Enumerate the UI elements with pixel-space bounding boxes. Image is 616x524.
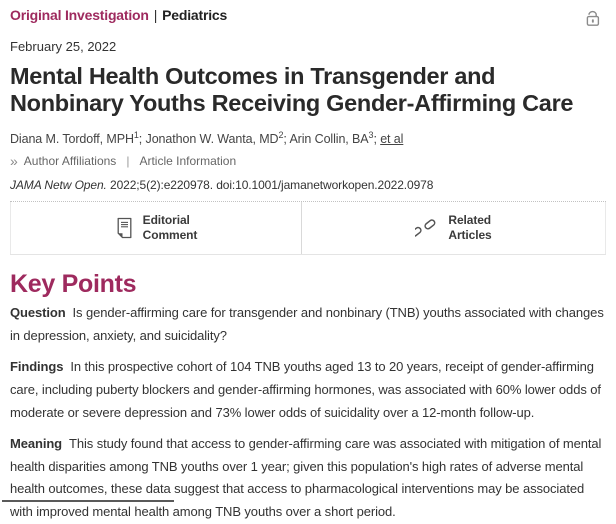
meta-links-separator: | [126, 154, 130, 169]
article-type-line [10, 7, 227, 23]
article-information-link[interactable]: Article Information [139, 154, 237, 169]
category-link[interactable]: Original Investigation [10, 7, 149, 23]
author-name: Jonathon W. Wanta, $MD^2$; [145, 129, 290, 147]
lock-open-icon [585, 8, 600, 27]
double-chevron-icon: » [10, 153, 18, 170]
article-title: Mental Health Outcomes in Transgender and Nonbinary Youths Receiving Gender-Affirming Care [10, 63, 574, 117]
journal-name: JAMA Netw Open. [10, 178, 107, 193]
key-points-meaning: Meaning This study found that access to gender-affirming care was associated with mitigation of mental health disparities among TNB youths over 1 year; given this population's high rates of adverse mental health outcomes, these data suggest that access to pharmacological interventions may be associated with improved mental health among TNB youths over a short period. [10, 436, 602, 519]
publish-date: February 25, 2022 [10, 39, 117, 54]
author-affiliations-link[interactable]: Author Affiliations [23, 154, 117, 169]
et-al-link[interactable]: et al [380, 132, 404, 147]
subcategory-link[interactable]: Pediatrics [162, 7, 228, 23]
related-content-toolbar [10, 201, 606, 255]
meta-links-row [10, 154, 606, 168]
document-icon [115, 217, 134, 239]
category-row [10, 7, 606, 27]
citation-details: 2022;5(2):e220978. doi:10.1001/jamanetworkopen.2022.0978 [106, 178, 434, 193]
citation-line [10, 178, 606, 192]
key-points-section [10, 270, 606, 523]
editorial-comment-label: Editorial Comment [142, 212, 198, 243]
related-articles-label: Related Articles [448, 212, 492, 243]
author-name: Diana M. Tordoff, MPH$^1$; [10, 129, 146, 147]
authors-line [10, 130, 606, 146]
key-points-findings: Findings In this prospective cohort of 104 TNB youths aged 13 to 20 years, receipt of gender-affirming care, including puberty blockers and gender-affirming hormones, was associated with 60% lower odds of moderate or severe depression and 73% lower odds of suicidality over a 12-month follow-up. [10, 359, 601, 420]
author-name: Arin Collin, $BA^3$; [289, 129, 381, 147]
related-articles-button[interactable] [302, 202, 606, 254]
key-points-heading: Key Points [10, 270, 137, 299]
link-icon [415, 217, 439, 239]
key-points-question: Question Is gender-affirming care for transgender and nonbinary (TNB) youths associated with changes in depression, anxiety, and suicidality? [10, 305, 604, 343]
category-separator: | [153, 7, 158, 23]
editorial-comment-button[interactable] [10, 202, 302, 254]
